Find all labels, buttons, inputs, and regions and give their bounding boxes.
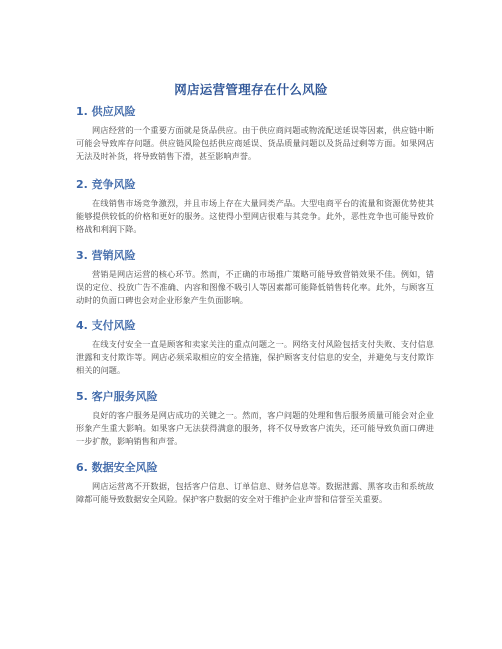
section-heading: 2. 竞争风险 [76, 178, 136, 191]
section-heading: 3. 营销风险 [76, 249, 136, 262]
section-body: 在线支付安全一直是顾客和卖家关注的重点问题之一。网络支付风险包括支付失败、支付信息泄露和支付欺诈等。网店必须采取相应的安全措施，保护顾客支付信息的安全，并避免与支付欺诈相关的问题。 [76, 339, 434, 375]
section-competition-risk [76, 177, 434, 236]
section-body: 网店经营的一个重要方面就是货品供应。由于供应商问题或物流配送延误等因素，供应链中断可能会导致库存问题。供应链风险包括供应商延误、货品质量问题以及货品过剩等方面。如果网店无法及时补货，将导致销售下滑，甚至影响声誉。 [76, 125, 434, 161]
document-title: 网店运营管理存在什么风险 [174, 82, 328, 97]
section-marketing-risk [76, 248, 434, 307]
section-body: 在线销售市场竞争激烈，并且市场上存在大量同类产品。大型电商平台的流量和资源优势使其能够提供较低的价格和更好的服务。这使得小型网店很难与其竞争。此外，恶性竞争也可能导致价格战和利润下降。 [76, 198, 434, 234]
section-heading: 6. 数据安全风险 [76, 461, 158, 474]
section-body: 良好的客户服务是网店成功的关键之一。然而，客户问题的处理和售后服务质量可能会对企业形象产生重大影响。如果客户无法获得满意的服务，将不仅导致客户流失，还可能导致负面口碑进一步扩散，影响销售和声誉。 [76, 410, 434, 446]
section-heading: 4. 支付风险 [76, 319, 136, 332]
section-body: 网店运营离不开数据，包括客户信息、订单信息、财务信息等。数据泄露、黑客攻击和系统故障都可能导致数据安全风险。保护客户数据的安全对于维护企业声誉和信誉至关重要。 [76, 481, 434, 504]
section-heading: 5. 客户服务风险 [76, 390, 158, 403]
section-customer-service-risk [76, 389, 434, 448]
section-body: 营销是网店运营的核心环节。然而，不正确的市场推广策略可能导致营销效果不佳。例如，错误的定位、投放广告不准确、内容和图像不吸引人等因素都可能降低销售转化率。此外，与顾客互动时的负面口碑也会对企业形象产生负面影响。 [76, 269, 434, 305]
section-supply-risk [76, 104, 434, 163]
section-heading: 1. 供应风险 [76, 105, 136, 118]
section-data-security-risk [76, 460, 434, 506]
section-payment-risk [76, 318, 434, 377]
